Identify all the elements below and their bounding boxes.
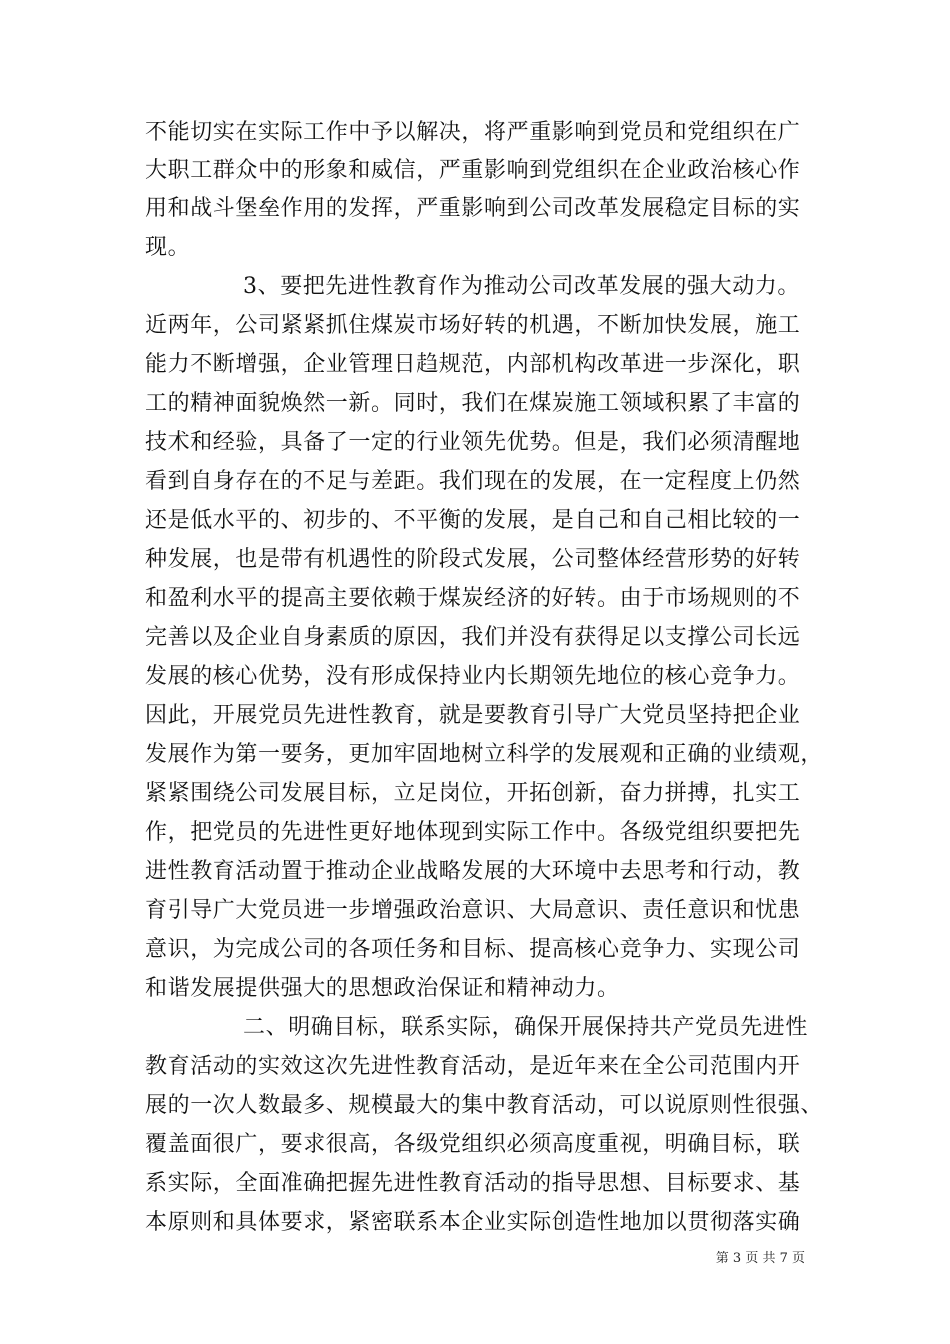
text-line: 覆盖面很广，要求很高，各级党组织必须高度重视，明确目标，联 xyxy=(145,1132,801,1157)
text-line: 系实际，全面准确把握先进性教育活动的指导思想、目标要求、基 xyxy=(145,1171,801,1196)
section-heading-3: 3、要把先进性教育作为推动公司改革发展的强大动力。 xyxy=(243,274,800,299)
text-line: 意识，为完成公司的各项任务和目标、提高核心竞争力、实现公司 xyxy=(145,937,801,962)
text-line: 能力不断增强，企业管理日趋规范，内部机构改革进一步深化，职 xyxy=(145,352,801,377)
text-line: 用和战斗堡垒作用的发挥，严重影响到公司改革发展稳定目标的实 xyxy=(145,196,801,221)
text-line: 种发展，也是带有机遇性的阶段式发展，公司整体经营形势的好转 xyxy=(145,547,801,572)
text-line: 不能切实在实际工作中予以解决，将严重影响到党员和党组织在广 xyxy=(145,120,801,145)
text-line: 发展作为第一要务，更加牢固地树立科学的发展观和正确的业绩观， xyxy=(145,742,824,767)
text-line: 展的一次人数最多、规模最大的集中教育活动，可以说原则性很强、 xyxy=(145,1093,824,1118)
page-number: 第 3 页 共 7 页 xyxy=(715,1251,805,1266)
text-line: 工的精神面貌焕然一新。同时，我们在煤炭施工领域积累了丰富的 xyxy=(145,391,801,416)
text-line: 还是低水平的、初步的、不平衡的发展，是自己和自己相比较的一 xyxy=(145,508,801,533)
text-line: 进性教育活动置于推动企业战略发展的大环境中去思考和行动，教 xyxy=(145,859,801,884)
text-line: 因此，开展党员先进性教育，就是要教育引导广大党员坚持把企业 xyxy=(145,703,801,728)
text-line: 现。 xyxy=(145,235,191,260)
text-line: 看到自身存在的不足与差距。我们现在的发展，在一定程度上仍然 xyxy=(145,469,801,494)
text-line: 技术和经验，具备了一定的行业领先优势。但是，我们必须清醒地 xyxy=(145,430,801,455)
text-line: 大职工群众中的形象和威信，严重影响到党组织在企业政治核心作 xyxy=(145,158,801,183)
section-heading-2: 二、明确目标，联系实际，确保开展保持共产党员先进性 xyxy=(243,1015,809,1040)
text-line: 完善以及企业自身素质的原因，我们并没有获得足以支撑公司长远 xyxy=(145,625,801,650)
text-line: 和盈利水平的提高主要依赖于煤炭经济的好转。由于市场规则的不 xyxy=(145,586,801,611)
text-line: 作，把党员的先进性更好地体现到实际工作中。各级党组织要把先 xyxy=(145,820,801,845)
text-line: 教育活动的实效这次先进性教育活动，是近年来在全公司范围内开 xyxy=(145,1054,801,1079)
text-line: 本原则和具体要求，紧密联系本企业实际创造性地加以贯彻落实确 xyxy=(145,1210,801,1235)
text-line: 育引导广大党员进一步增强政治意识、大局意识、责任意识和忧患 xyxy=(145,898,801,923)
text-line: 和谐发展提供强大的思想政治保证和精神动力。 xyxy=(145,976,620,1001)
text-line: 近两年，公司紧紧抓住煤炭市场好转的机遇，不断加快发展，施工 xyxy=(145,313,801,338)
text-line: 发展的核心优势，没有形成保持业内长期领先地位的核心竞争力。 xyxy=(145,664,801,689)
text-line: 紧紧围绕公司发展目标，立足岗位，开拓创新，奋力拼搏，扎实工 xyxy=(145,781,801,806)
